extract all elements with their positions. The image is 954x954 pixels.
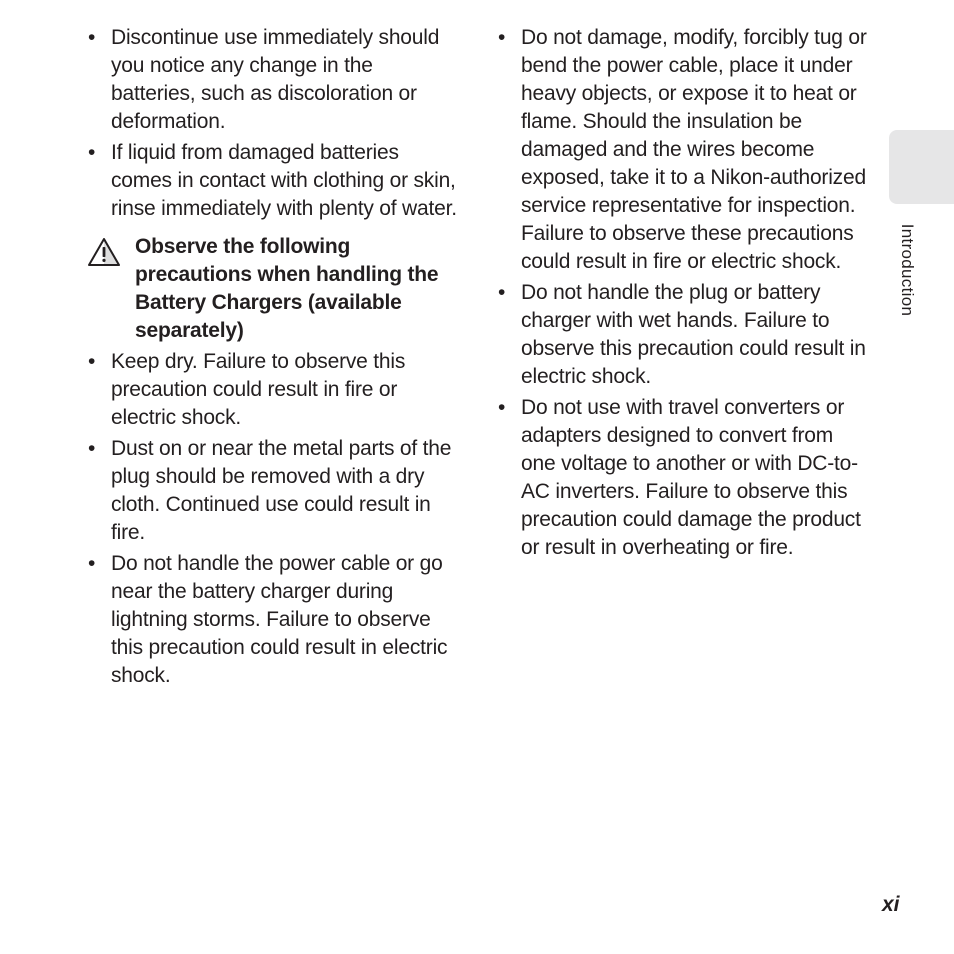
- left-column: [87, 24, 459, 693]
- list-item: [87, 550, 459, 690]
- list-item: [87, 435, 459, 547]
- bullet-dot: •: [498, 281, 506, 304]
- bullet-dot: •: [88, 350, 96, 373]
- warning-heading: Observe the following precautions when handling the Battery Chargers (available separately): [135, 235, 439, 342]
- bullet-dot: •: [498, 396, 506, 419]
- page-number: xi: [882, 893, 900, 916]
- section-tab-label: Introduction: [898, 223, 917, 317]
- bullet-list-top: [87, 24, 459, 223]
- bullet-dot: •: [88, 26, 96, 49]
- list-item: [87, 24, 459, 136]
- list-item-text: Dust on or near the metal parts of the plug should be removed with a dry cloth. Continued use could result in fire.: [111, 437, 452, 544]
- bullet-dot: •: [88, 437, 96, 460]
- list-item-text: Do not handle the plug or battery charger with wet hands. Failure to observe this precaution could result in electric shock.: [521, 281, 866, 388]
- list-item-text: Keep dry. Failure to observe this precaution could result in fire or electric shock.: [111, 350, 406, 429]
- list-item: [87, 139, 459, 223]
- list-item-text: Do not damage, modify, forcibly tug or bend the power cable, place it under heavy objects, or expose it to heat or flame. Should the insulation be damaged and the wires become exposed, take it to a Nikon-authorized service representative for inspection. Failure to observe these precautions could result in fire or electric shock.: [521, 26, 867, 273]
- list-item-text: Do not use with travel converters or adapters designed to convert from one voltage to another or with DC-to-AC inverters. Failure to observe this precaution could damage the product or result in overheating or fire.: [521, 396, 861, 559]
- bullet-list-bottom: [87, 348, 459, 690]
- list-item-text: Do not handle the power cable or go near the battery charger during lightning storms. Failure to observe this precaution could result in electric shock.: [111, 552, 448, 687]
- right-column: [497, 24, 869, 565]
- list-item: [87, 348, 459, 432]
- list-item: [497, 394, 869, 562]
- list-item: [497, 279, 869, 391]
- list-item-text: Discontinue use immediately should you notice any change in the batteries, such as discoloration or deformation.: [111, 26, 440, 133]
- bullet-dot: •: [498, 26, 506, 49]
- bullet-list-right: [497, 24, 869, 562]
- bullet-dot: •: [88, 141, 96, 164]
- list-item-text: If liquid from damaged batteries comes in contact with clothing or skin, rinse immediately with plenty of water.: [111, 141, 457, 220]
- warning-triangle-icon: [87, 237, 121, 267]
- section-tab[interactable]: [889, 130, 954, 204]
- bullet-dot: •: [88, 552, 96, 575]
- list-item: [497, 24, 869, 276]
- warning-section: [87, 233, 459, 345]
